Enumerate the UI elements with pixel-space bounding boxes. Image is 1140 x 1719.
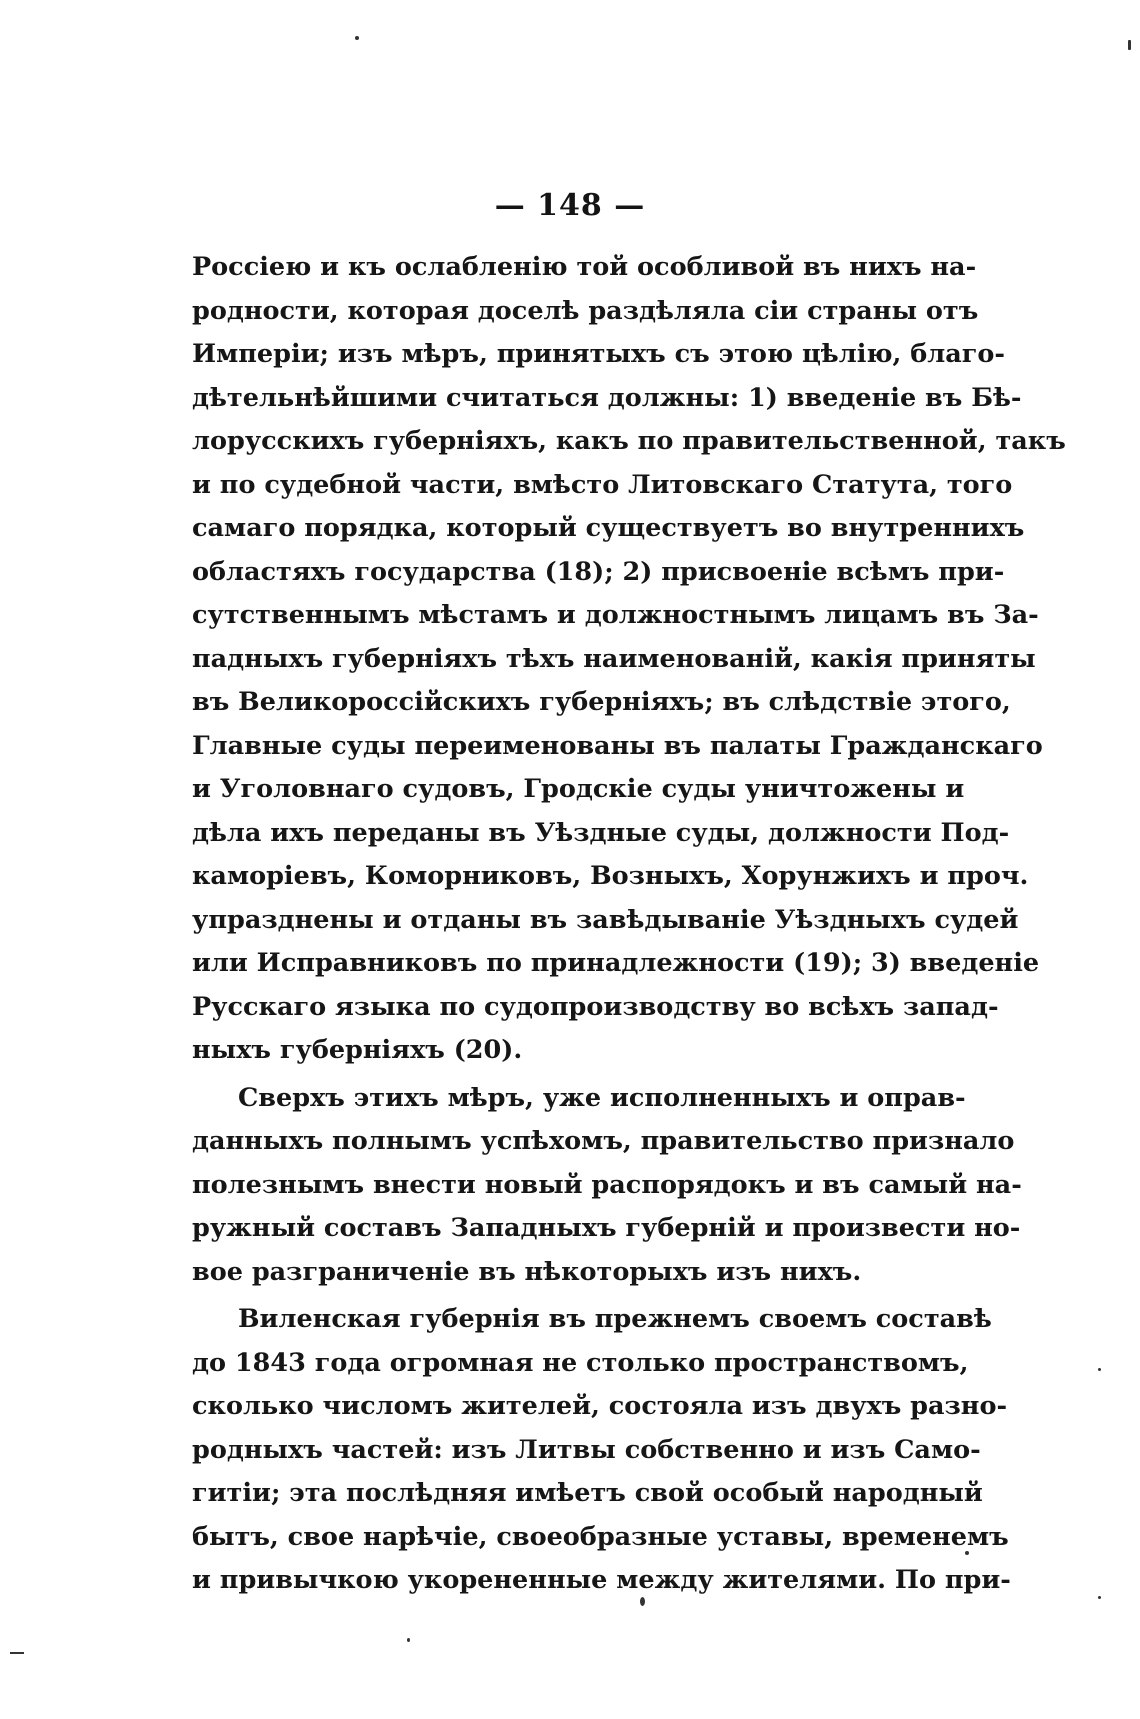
paragraph [192,1077,1022,1295]
text-line: въ Великороссійскихъ губерніяхъ; въ слѣдствіе этого, [192,687,1011,717]
text-line: упразднены и отданы въ завѣдываніе Уѣздныхъ судей [192,904,1019,935]
scan-speck [407,1638,410,1642]
scan-speck [640,1597,645,1606]
text-line: или Исправниковъ по принадлежности (19); 3) введеніе [192,948,1040,978]
text-line: данныхъ полнымъ успѣхомъ, правительство признало [192,1126,1015,1156]
text-line: дѣла ихъ переданы въ Уѣздные суды, должности Под- [192,817,1010,848]
text-line: областяхъ государства (18); 2) присвоеніе всѣмъ при- [192,556,1005,587]
text-line: и привычкою укорененные между жителями. По при- [192,1565,1011,1595]
paragraph [192,246,1066,1073]
scan-speck [355,36,359,40]
text-line: Сверхъ этихъ мѣръ, уже исполненныхъ и оправ- [238,1082,966,1113]
text-line: Имперіи; изъ мѣръ, принятыхъ съ этою цѣлію, благо- [192,339,1006,369]
text-line: до 1843 года огромная не столько пространствомъ, [192,1347,969,1378]
text-line: дѣтельнѣйшими считаться должны: 1) введеніе въ Бѣ- [192,382,1022,413]
text-line: Главные суды переименованы въ палаты Гражданскаго [192,730,1043,761]
text-line: бытъ, свое нарѣчіе, своеобразные уставы, временемъ [192,1521,1009,1552]
paragraph [192,1298,1011,1603]
scan-speck [10,1652,24,1654]
text-line: сколько числомъ жителей, состояла изъ двухъ разно- [192,1391,1008,1421]
page-number: — 148 — [494,188,646,223]
text-line: гитіи; эта послѣдняя имѣетъ свой особый народный [192,1478,983,1508]
text-line: сутственнымъ мѣстамъ и должностнымъ лицамъ въ За- [192,600,1039,630]
text-line: вое разграниченіе въ нѣкоторыхъ изъ нихъ. [192,1256,862,1287]
text-line: ружный составъ Западныхъ губерній и произвести но- [192,1213,1021,1243]
text-line: каморіевъ, Коморниковъ, Возныхъ, Хорунжихъ и проч. [192,861,1029,891]
scan-speck [1098,1596,1101,1599]
text-line: Виленская губернія въ прежнемъ своемъ составѣ [238,1304,992,1334]
text-line: самаго порядка, который существуетъ во внутреннихъ [192,513,1025,543]
text-line: и по судебной части, вмѣсто Литовскаго Статута, того [192,469,1013,500]
text-line: лорусскихъ губерніяхъ, какъ по правительственной, такъ [192,426,1066,456]
scan-speck [1128,40,1131,50]
text-line: полезнымъ внести новый распорядокъ и въ самый на- [192,1169,1022,1200]
text-line: ныхъ губерніяхъ (20). [192,1035,523,1065]
scan-speck [1098,1368,1101,1371]
text-line: Россіею и къ ослабленію той особливой въ нихъ на- [192,252,977,282]
text-line: Русскаго языка по судопроизводству во всѣхъ запад- [192,991,999,1022]
text-line: падныхъ губерніяхъ тѣхъ наименованій, какія приняты [192,643,1036,674]
scan-speck [965,1551,969,1555]
text-line: и Уголовнаго судовъ, Гродскіе суды уничтожены и [192,774,965,804]
text-line: родности, которая доселѣ раздѣляла сіи страны отъ [192,295,979,326]
text-line: родныхъ частей: изъ Литвы собственно и изъ Само- [192,1434,981,1465]
body-text [192,246,1066,1603]
